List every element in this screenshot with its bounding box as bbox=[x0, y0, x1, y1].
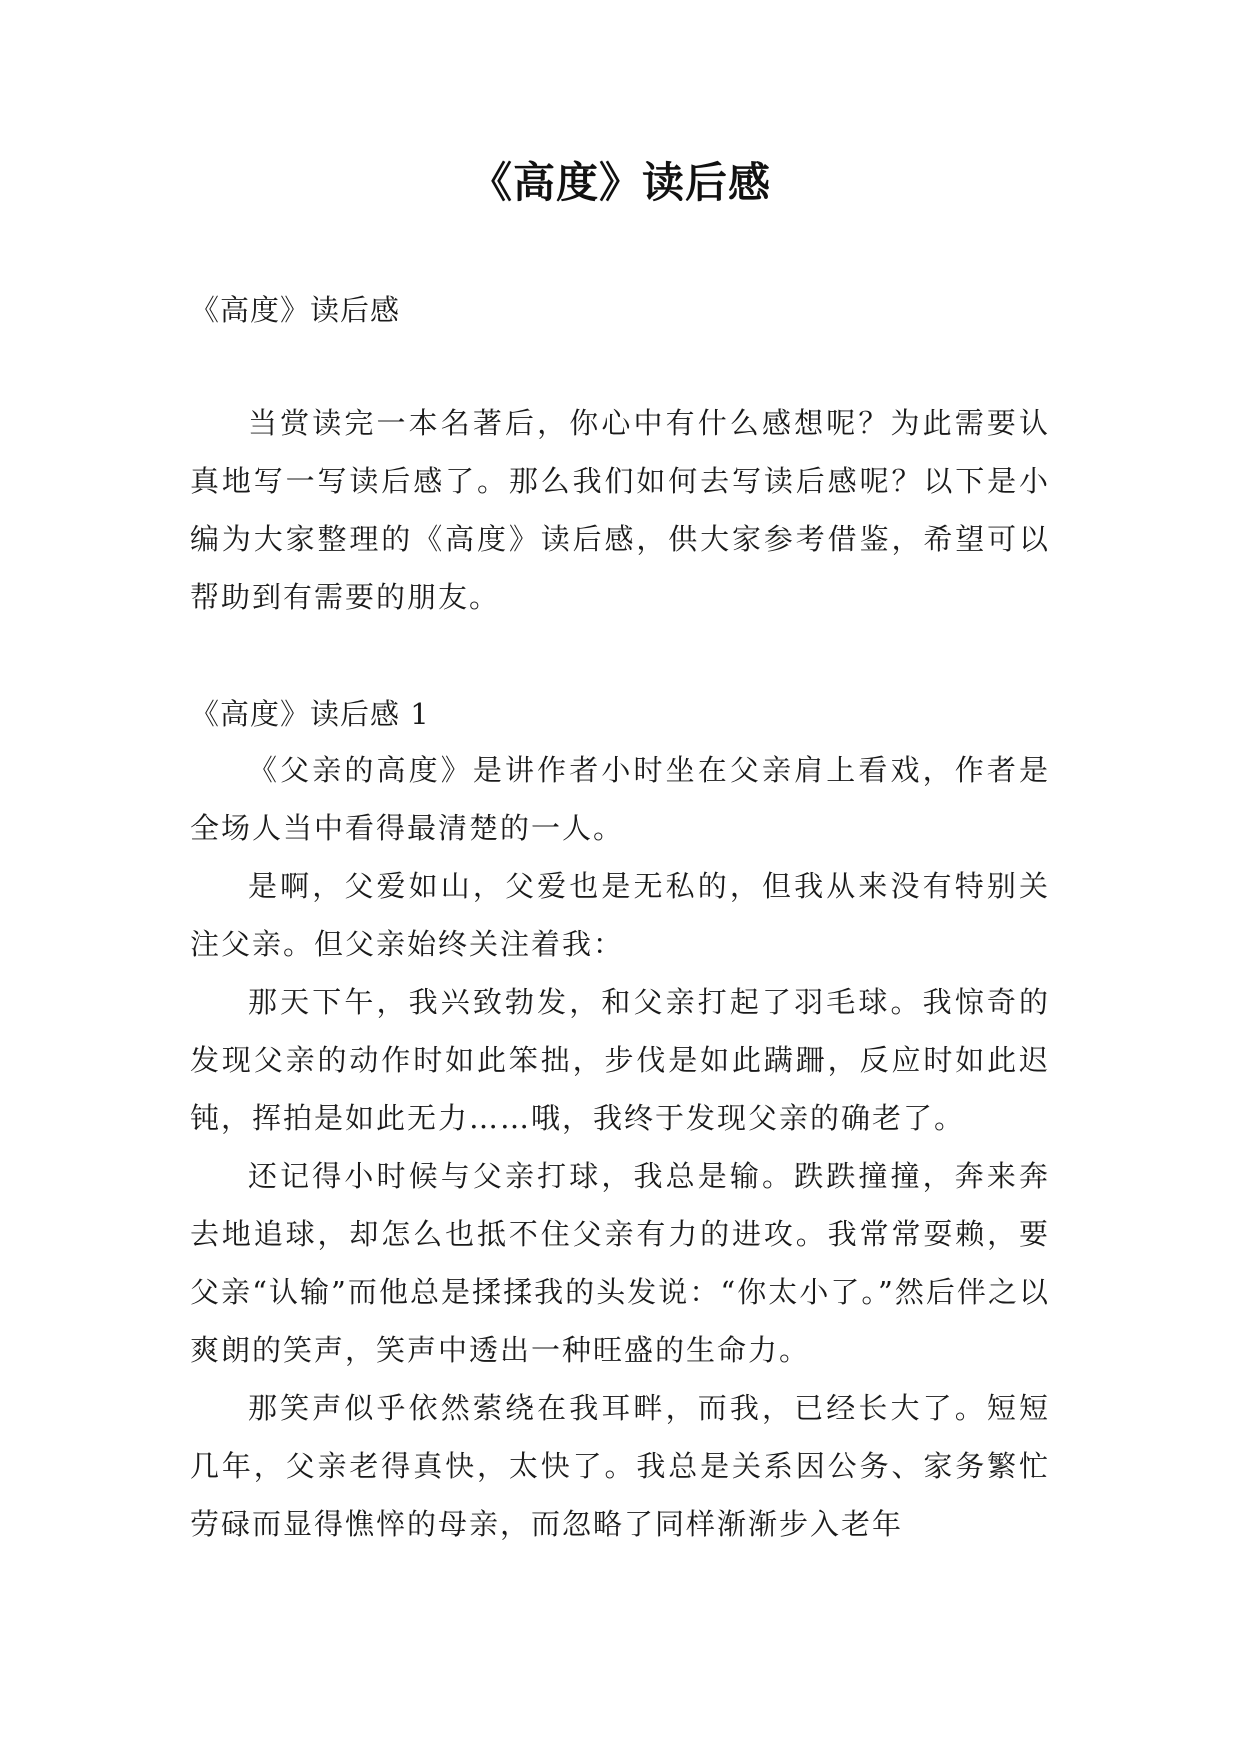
document-title: 《高度》读后感 bbox=[469, 158, 771, 207]
body-paragraph: 是啊，父爱如山，父爱也是无私的，但我从来没有特别关注父亲。但父亲始终关注着我： bbox=[190, 869, 1050, 961]
subtitle-heading: 《高度》读后感 bbox=[190, 293, 401, 327]
document-body bbox=[190, 290, 1050, 1553]
intro-paragraph: 当赏读完一本名著后，你心中有什么感想呢？为此需要认真地写一写读后感了。那么我们如何去写读后感呢？以下是小编为大家整理的《高度》读后感，供大家参考借鉴，希望可以帮助到有需要的朋友。 bbox=[190, 406, 1050, 614]
body-paragraph: 还记得小时候与父亲打球，我总是输。跌跌撞撞，奔来奔去地追球，却怎么也抵不住父亲有力的进攻。我常常耍赖，要父亲“认输”而他总是揉揉我的头发说：“你太小了。”然后伴之以爽朗的笑声，笑声中透出一种旺盛的生命力。 bbox=[190, 1159, 1050, 1367]
body-paragraph: 《父亲的高度》是讲作者小时坐在父亲肩上看戏，作者是全场人当中看得最清楚的一人。 bbox=[190, 753, 1050, 845]
section-heading: 《高度》读后感 1 bbox=[190, 697, 430, 731]
body-paragraph: 那笑声似乎依然萦绕在我耳畔，而我，已经长大了。短短几年，父亲老得真快，太快了。我总是关系因公务、家务繁忙劳碌而显得憔悴的母亲，而忽略了同样渐渐步入老年 bbox=[190, 1391, 1050, 1541]
body-paragraph: 那天下午，我兴致勃发，和父亲打起了羽毛球。我惊奇的发现父亲的动作时如此笨拙，步伐是如此蹒跚，反应时如此迟钝，挥拍是如此无力……哦，我终于发现父亲的确老了。 bbox=[190, 985, 1050, 1135]
